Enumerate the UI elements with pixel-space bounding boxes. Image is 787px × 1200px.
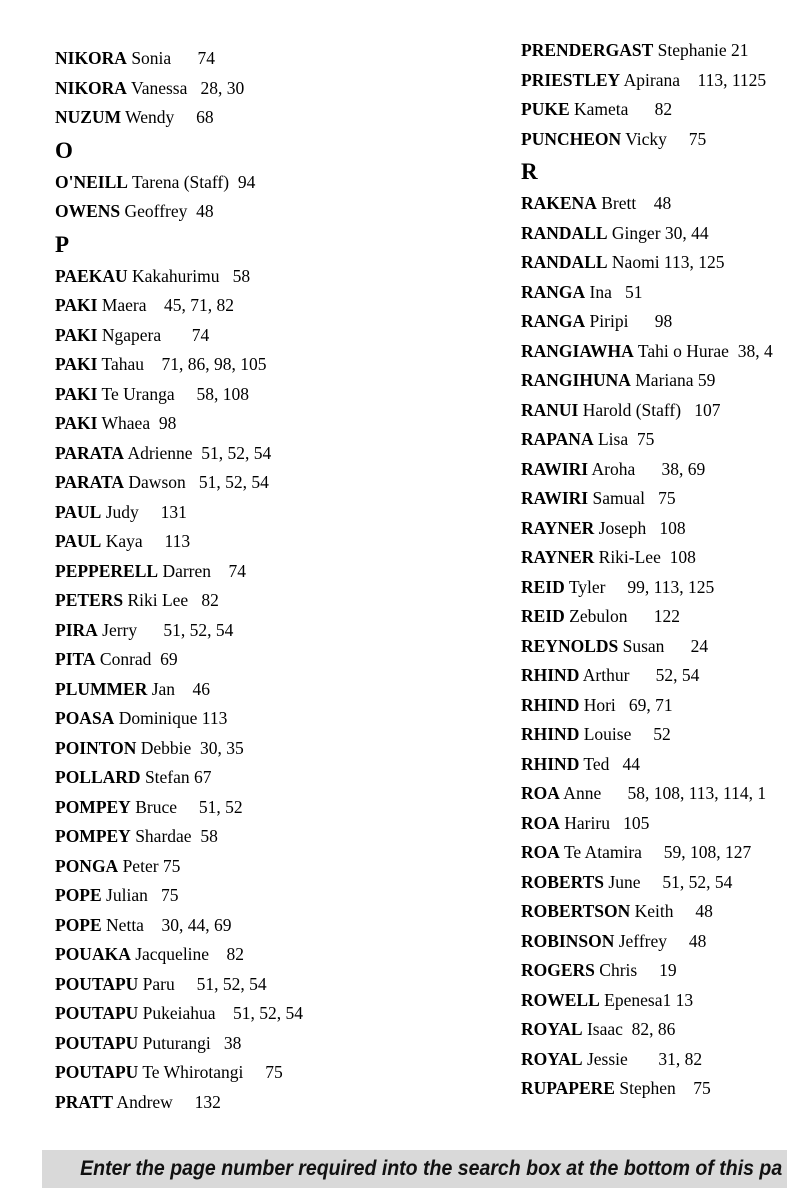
index-entry (521, 691, 787, 721)
index-entry (55, 498, 520, 528)
index-entry (521, 750, 787, 780)
entry-surname: PEPPERELL (55, 560, 159, 581)
entry-details: Tahi o Hurae 38, 4 (633, 340, 773, 361)
entry-surname: PIRA (55, 619, 98, 640)
index-entry (521, 956, 787, 986)
entry-surname: PAKI (55, 413, 98, 433)
entry-details: Geoffrey 48 (120, 201, 214, 221)
entry-surname: POUTAPU (55, 973, 139, 994)
entry-details: Dawson 51, 52, 54 (124, 472, 269, 492)
index-entry (55, 168, 520, 198)
entry-surname: ROBERTS (521, 871, 605, 892)
entry-details: Tyler 99, 113, 125 (564, 576, 715, 597)
index-entry (521, 661, 787, 691)
entry-details: Susan 24 (618, 635, 709, 656)
entry-surname: POMPEY (55, 796, 131, 817)
entry-surname: ROYAL (521, 1019, 583, 1039)
entry-details: Peter 75 (118, 855, 181, 876)
entry-surname: RANDALL (521, 222, 608, 243)
entry-details: Paru 51, 52, 54 (138, 973, 267, 994)
entry-details: Kakahurimu 58 (127, 265, 251, 286)
index-entry (521, 36, 787, 66)
entry-details: Jan 46 (147, 678, 211, 699)
entry-surname: NIKORA (55, 48, 127, 68)
entry-surname: POASA (55, 708, 115, 728)
index-entry (521, 278, 787, 308)
entry-details: Ginger 30, 44 (607, 222, 709, 243)
entry-surname: PAEKAU (55, 265, 128, 286)
index-entry (55, 321, 520, 351)
entry-surname: PITA (55, 649, 96, 669)
entry-surname: PETERS (55, 590, 124, 610)
entry-details: June 51, 52, 54 (604, 871, 733, 892)
index-entry (55, 1088, 520, 1118)
entry-details: Joseph 108 (594, 517, 686, 538)
entry-surname: RANGIHUNA (521, 370, 631, 390)
entry-details: Wendy 68 (121, 107, 214, 127)
index-entry (521, 307, 787, 337)
index-entry (55, 586, 520, 616)
index-entry (521, 986, 787, 1016)
index-entry (55, 645, 520, 675)
index-entry (55, 999, 520, 1029)
entry-surname: PRIESTLEY (521, 69, 621, 90)
entry-details: Conrad 69 (95, 649, 178, 669)
entry-details: Anne 58, 108, 113, 114, 1 (559, 783, 767, 803)
entry-surname: RAWIRI (521, 458, 589, 479)
entry-details: Ted 44 (579, 753, 641, 774)
entry-details: Tarena (Staff) 94 (127, 171, 256, 192)
index-entry (55, 704, 520, 734)
entry-surname: POMPEY (55, 826, 131, 846)
entry-details: Jeffrey 48 (614, 930, 707, 951)
entry-details: Arthur 52, 54 (579, 665, 700, 685)
index-entry (521, 602, 787, 632)
entry-details: Jerry 51, 52, 54 (97, 619, 234, 640)
entry-details: Whaea 98 (97, 413, 177, 433)
entry-details: Keith 48 (630, 901, 713, 921)
index-entry (521, 514, 787, 544)
index-entry (521, 455, 787, 485)
entry-surname: RANGA (521, 311, 586, 331)
index-entry (55, 940, 520, 970)
entry-details: Isaac 82, 86 (582, 1019, 676, 1039)
entry-surname: ROGERS (521, 960, 595, 980)
entry-details: Louise 52 (579, 724, 671, 744)
entry-surname: RANDALL (521, 252, 608, 272)
entry-details: Netta 30, 44, 69 (101, 914, 232, 935)
entry-surname: ROBERTSON (521, 901, 631, 921)
entry-details: Riki Lee 82 (123, 590, 219, 610)
index-entry (55, 1058, 520, 1088)
index-entry (521, 189, 787, 219)
index-entry (521, 809, 787, 839)
index-entry (521, 1074, 787, 1104)
entry-surname: POUTAPU (55, 1003, 139, 1023)
index-entry (55, 468, 520, 498)
index-entry (521, 1015, 787, 1045)
entry-details: Samual 75 (588, 488, 676, 508)
index-entry (521, 95, 787, 125)
index-column-left (55, 44, 520, 1117)
entry-surname: REID (521, 576, 565, 597)
entry-surname: RAYNER (521, 517, 595, 538)
entry-details: Kaya 113 (101, 531, 191, 551)
entry-surname: RANGA (521, 281, 586, 302)
index-entry (521, 927, 787, 957)
entry-surname: PAKI (55, 383, 98, 404)
entry-surname: RANGIAWHA (521, 340, 634, 361)
entry-details: Jacqueline 82 (130, 944, 245, 964)
index-entry (55, 793, 520, 823)
entry-details: Jessie 31, 82 (582, 1048, 703, 1069)
entry-surname: ROYAL (521, 1048, 583, 1069)
index-entry (521, 366, 787, 396)
section-header-o: O (55, 137, 73, 163)
entry-surname: RAYNER (521, 547, 595, 567)
entry-surname: POUTAPU (55, 1062, 139, 1082)
entry-details: Tahau 71, 86, 98, 105 (97, 354, 267, 374)
entry-details: Andrew 132 (113, 1091, 221, 1112)
entry-surname: REYNOLDS (521, 635, 619, 656)
entry-surname: PUKE (521, 99, 570, 119)
index-entry (55, 197, 520, 227)
index-entry (55, 74, 520, 104)
index-entry (55, 103, 520, 133)
entry-details: Aroha 38, 69 (588, 458, 706, 479)
entry-surname: POPE (55, 885, 102, 905)
entry-surname: ROA (521, 812, 560, 833)
entry-details: Pukeiahua 51, 52, 54 (138, 1003, 304, 1023)
entry-surname: POINTON (55, 737, 137, 758)
entry-details: Ngapera 74 (97, 324, 210, 345)
entry-details: Vicky 75 (621, 128, 707, 149)
index-entry (521, 337, 787, 367)
entry-details: Hori 69, 71 (579, 694, 673, 715)
index-entry (521, 720, 787, 750)
entry-surname: RHIND (521, 724, 580, 744)
index-entry (521, 125, 787, 155)
entry-details: Piripi 98 (585, 311, 673, 331)
index-entry (55, 970, 520, 1000)
entry-details: Riki-Lee 108 (594, 547, 696, 567)
entry-details: Julian 75 (101, 885, 179, 905)
entry-surname: ROA (521, 783, 560, 803)
entry-details: Sonia 74 (126, 48, 215, 68)
entry-details: Bruce 51, 52 (130, 796, 243, 817)
entry-details: Judy 131 (101, 501, 187, 522)
entry-surname: NUZUM (55, 107, 122, 127)
entry-surname: REID (521, 606, 565, 626)
entry-details: Hariru 105 (559, 812, 650, 833)
section-header-r: R (521, 159, 538, 184)
entry-details: Te Whirotangi 75 (138, 1062, 283, 1082)
index-entry (55, 409, 520, 439)
entry-details: Stephen 75 (614, 1078, 711, 1098)
index-entry (521, 838, 787, 868)
entry-details: Brett 48 (596, 193, 672, 213)
index-entry (55, 291, 520, 321)
entry-details: Lisa 75 (593, 429, 655, 449)
index-entry (521, 779, 787, 809)
entry-surname: PAKI (55, 324, 98, 345)
entry-surname: NIKORA (55, 77, 127, 98)
entry-surname: PAUL (55, 531, 102, 551)
entry-surname: RHIND (521, 694, 580, 715)
entry-details: Te Atamira 59, 108, 127 (559, 842, 752, 862)
index-entry (521, 66, 787, 96)
entry-details: Zebulon 122 (564, 606, 680, 626)
entry-surname: PLUMMER (55, 678, 148, 699)
entry-surname: RHIND (521, 753, 580, 774)
entry-details: Harold (Staff) 107 (578, 399, 721, 420)
index-entry (55, 527, 520, 557)
entry-surname: RAKENA (521, 193, 597, 213)
entry-surname: PAKI (55, 354, 98, 374)
index-entry (521, 897, 787, 927)
index-entry (521, 1045, 787, 1075)
index-entry (55, 350, 520, 380)
entry-details: Epenesa1 13 (599, 989, 694, 1010)
entry-surname: OWENS (55, 201, 121, 221)
entry-details: Darren 74 (158, 560, 247, 581)
entry-details: Mariana 59 (630, 370, 716, 390)
entry-surname: PONGA (55, 855, 119, 876)
entry-surname: RAWIRI (521, 488, 589, 508)
index-entry (55, 675, 520, 705)
index-entry (521, 632, 787, 662)
index-entry (55, 262, 520, 292)
entry-surname: ROA (521, 842, 560, 862)
index-entry (55, 734, 520, 764)
entry-surname: RHIND (521, 665, 580, 685)
entry-surname: POLLARD (55, 767, 141, 787)
entry-details: Debbie 30, 35 (136, 737, 244, 758)
index-entry (55, 439, 520, 469)
entry-details: Stefan 67 (140, 767, 212, 787)
index-entry (55, 44, 520, 74)
index-entry (55, 380, 520, 410)
index-entry (521, 868, 787, 898)
entry-details: Ina 51 (585, 281, 643, 302)
index-entry (521, 219, 787, 249)
index-entry (55, 911, 520, 941)
index-entry (521, 484, 787, 514)
entry-surname: ROWELL (521, 989, 600, 1010)
entry-surname: POUAKA (55, 944, 131, 964)
index-entry (55, 763, 520, 793)
entry-surname: ROBINSON (521, 930, 615, 951)
entry-details: Apirana 113, 1125 (620, 69, 767, 90)
index-entry (55, 852, 520, 882)
entry-surname: PRENDERGAST (521, 40, 654, 60)
entry-surname: POPE (55, 914, 102, 935)
entry-surname: RUPAPERE (521, 1078, 615, 1098)
index-entry (55, 1029, 520, 1059)
index-entry (55, 822, 520, 852)
entry-surname: PAKI (55, 295, 98, 315)
entry-details: Adrienne 51, 52, 54 (124, 442, 272, 463)
index-entry (521, 396, 787, 426)
entry-details: Vanessa 28, 30 (126, 77, 245, 98)
entry-surname: POUTAPU (55, 1032, 139, 1053)
entry-details: Chris 19 (594, 960, 677, 980)
index-entry (521, 543, 787, 573)
index-entry (55, 557, 520, 587)
instruction-bar (42, 1150, 787, 1188)
entry-surname: PARATA (55, 472, 125, 492)
entry-surname: O'NEILL (55, 171, 128, 192)
index-column-right (521, 36, 787, 1104)
entry-surname: PRATT (55, 1091, 114, 1112)
entry-details: Kameta 82 (569, 99, 673, 119)
index-entry (521, 425, 787, 455)
entry-details: Naomi 113, 125 (607, 252, 725, 272)
entry-details: Maera 45, 71, 82 (97, 295, 235, 315)
index-entry (521, 573, 787, 603)
entry-surname: PARATA (55, 442, 125, 463)
entry-details: Stephanie 21 (653, 40, 749, 60)
entry-surname: PAUL (55, 501, 102, 522)
entry-details: Dominique 113 (114, 708, 228, 728)
section-header-p: P (55, 231, 70, 257)
entry-details: Shardae 58 (130, 826, 218, 846)
entry-details: Te Uranga 58, 108 (97, 383, 249, 404)
entry-surname: PUNCHEON (521, 128, 622, 149)
entry-surname: RANUI (521, 399, 579, 420)
instruction-text: Enter the page number required into the search box at the bottom of this pa (80, 1157, 783, 1180)
index-entry (521, 248, 787, 278)
entry-surname: RAPANA (521, 429, 594, 449)
index-entry (55, 616, 520, 646)
entry-details: Puturangi 38 (138, 1032, 242, 1053)
index-entry (55, 881, 520, 911)
